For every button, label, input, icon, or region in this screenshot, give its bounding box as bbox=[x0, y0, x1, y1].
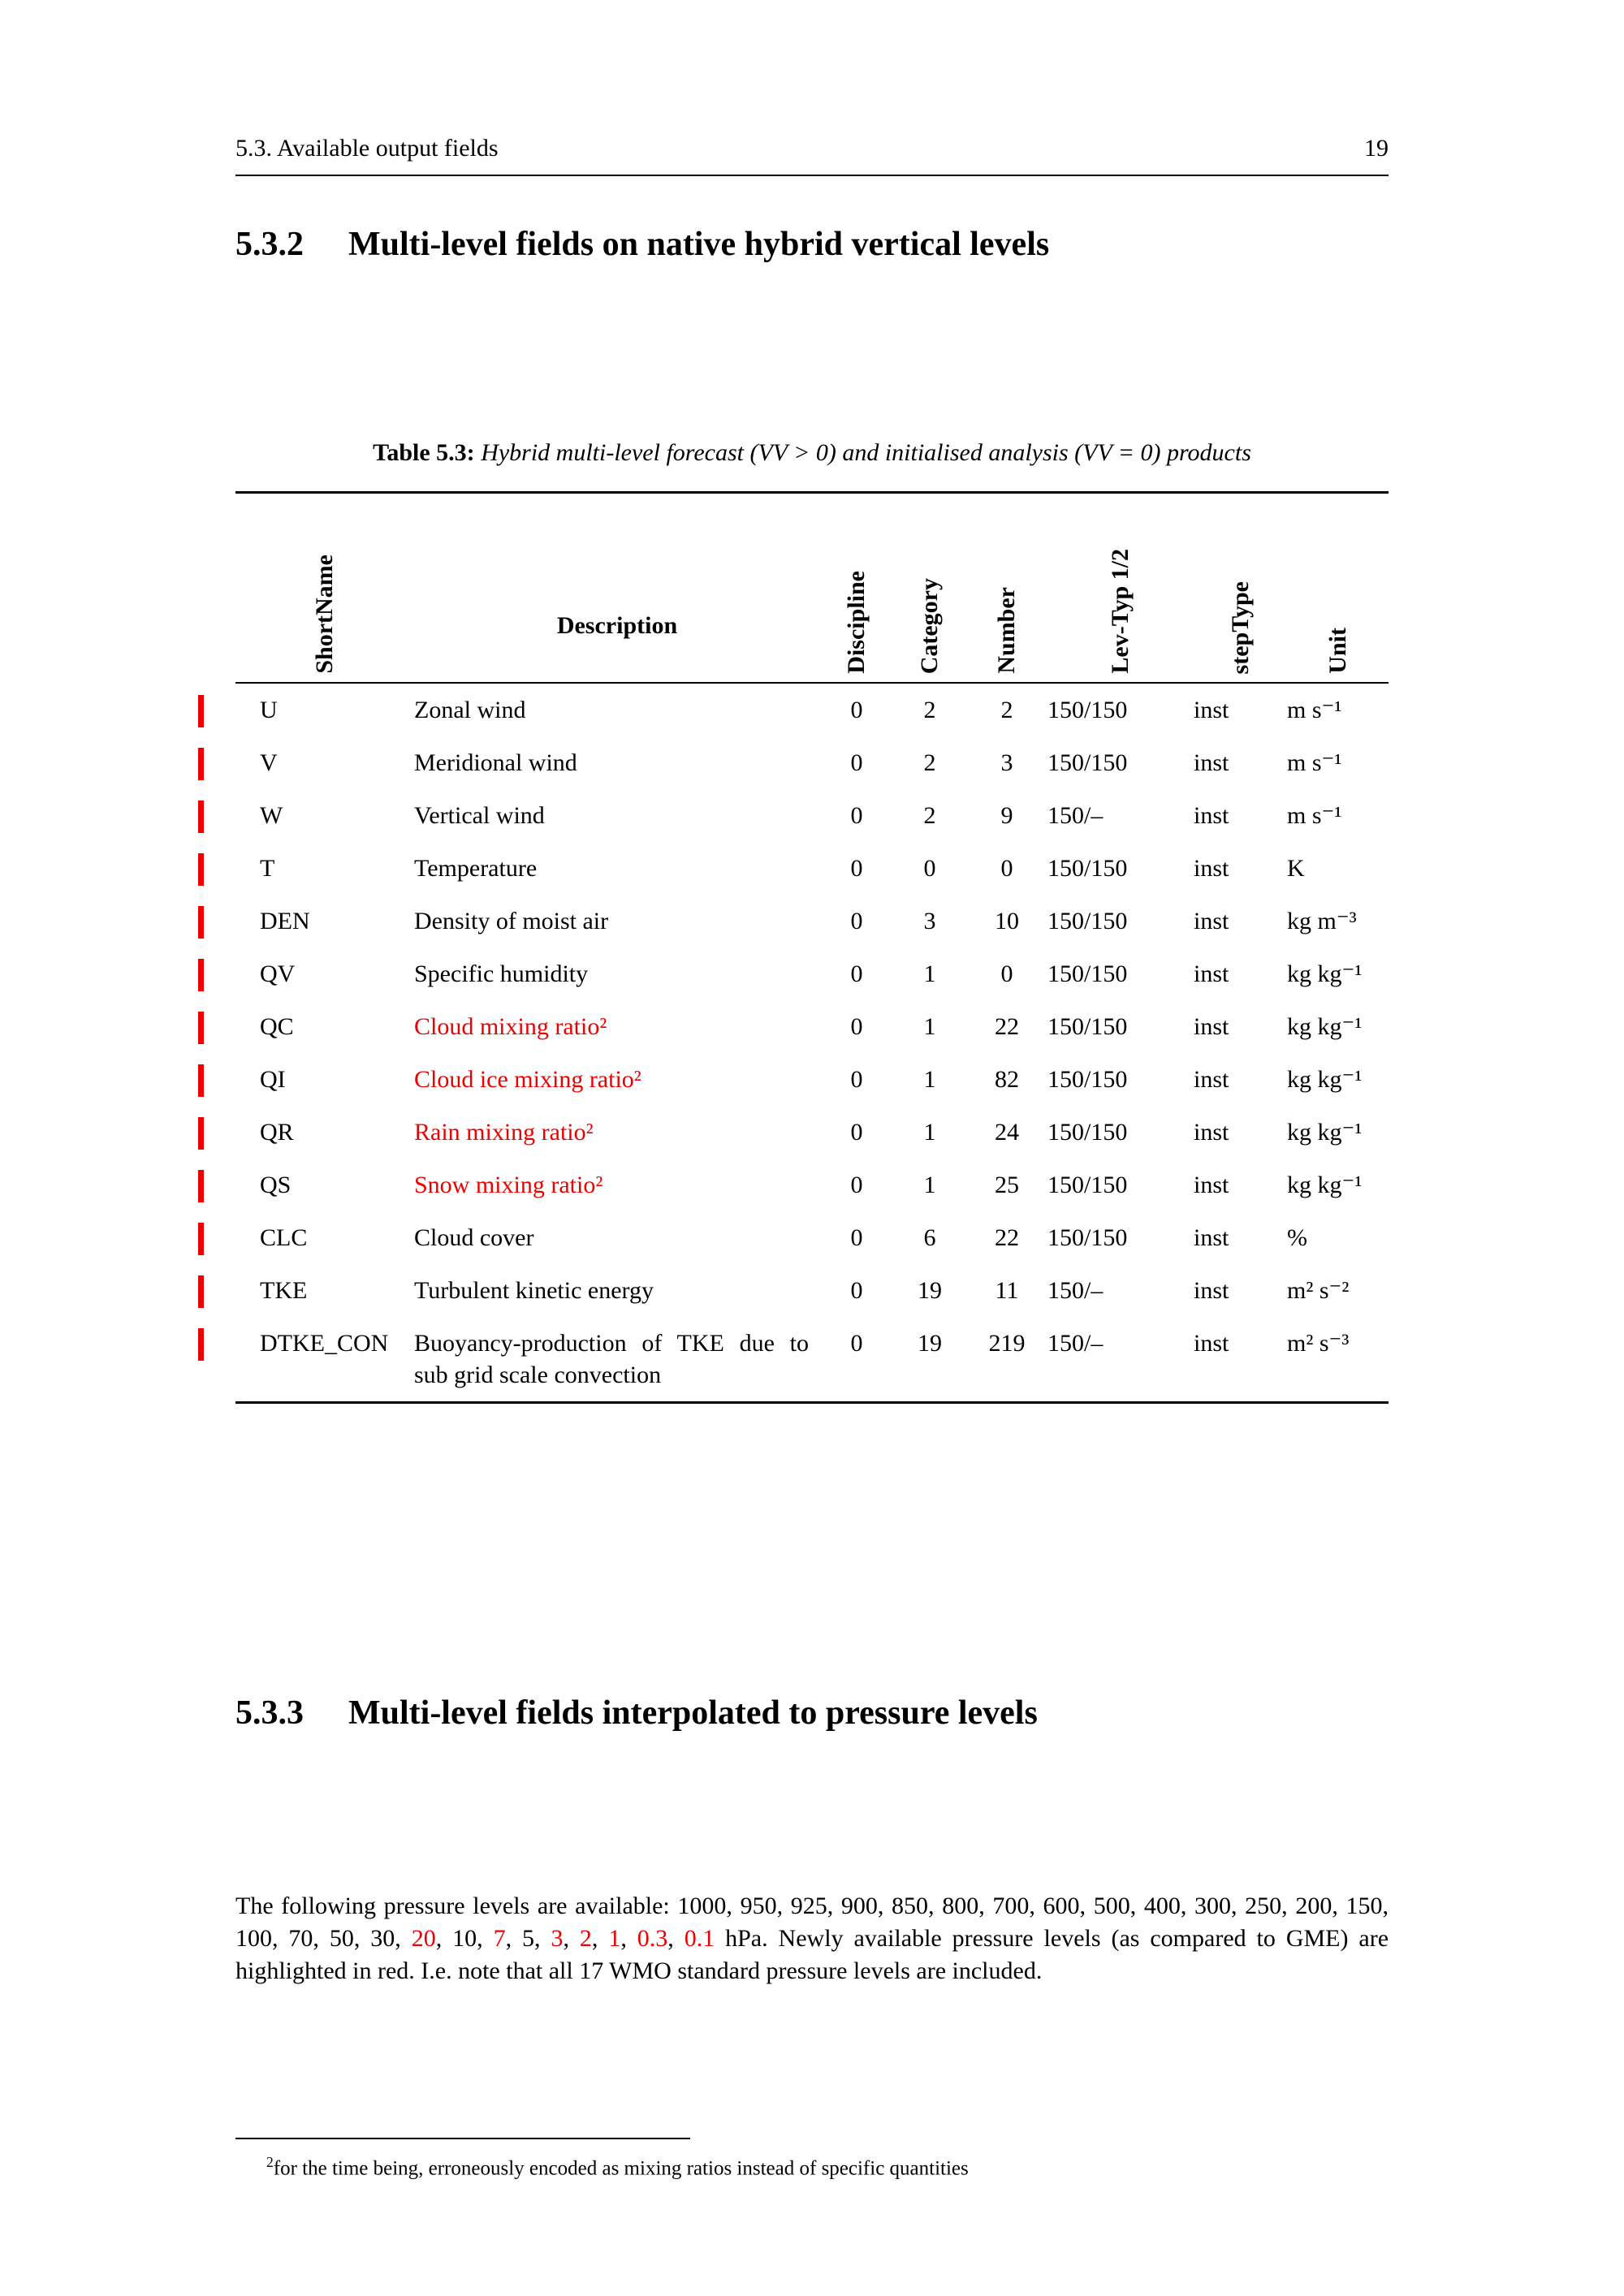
cell-discipline: 0 bbox=[850, 1119, 863, 1146]
cell-unit: kg kg⁻¹ bbox=[1287, 1013, 1363, 1040]
column-header-description-label: Description bbox=[556, 612, 678, 639]
cell-category: 1 bbox=[923, 1119, 936, 1146]
cell-discipline: 0 bbox=[850, 1066, 863, 1093]
table-row bbox=[235, 1000, 1389, 1053]
cell-unit: kg kg⁻¹ bbox=[1287, 1119, 1363, 1146]
cell-lev-typ: 150/150 bbox=[1047, 1013, 1128, 1040]
pressure-text-segment: , 10, bbox=[435, 1925, 494, 1952]
cell-description: Snow mixing ratio² bbox=[414, 1172, 603, 1198]
cell-step-type: inst bbox=[1194, 1277, 1229, 1304]
cell-category: 1 bbox=[923, 960, 936, 987]
cell-short-name: QR bbox=[260, 1119, 294, 1146]
section-number-533: 5.3.3 bbox=[235, 1694, 304, 1732]
column-header-category-label: Category bbox=[916, 577, 943, 674]
cell-number: 9 bbox=[1000, 802, 1013, 829]
table-row bbox=[235, 789, 1389, 842]
cell-short-name: QI bbox=[260, 1066, 286, 1093]
cell-lev-typ: 150/150 bbox=[1047, 749, 1128, 776]
cell-discipline: 0 bbox=[850, 1013, 863, 1040]
cell-number: 2 bbox=[1000, 697, 1013, 723]
data-table bbox=[235, 491, 1389, 1404]
cell-category: 19 bbox=[918, 1277, 942, 1304]
pressure-level-highlighted: 0.3 bbox=[637, 1925, 668, 1952]
pressure-text-segment: The following pressure levels are available: 1000, 950, 925, 900, 850, 800, 700, 600, 500, 400, 300, 250, 200, 150, 100, 70, 50, 30, bbox=[235, 1892, 1389, 1952]
cell-step-type: inst bbox=[1194, 908, 1229, 934]
cell-discipline: 0 bbox=[850, 749, 863, 776]
table-header-row bbox=[235, 491, 1389, 684]
table-row bbox=[235, 1159, 1389, 1211]
cell-description: Cloud cover bbox=[414, 1224, 534, 1251]
cell-number: 10 bbox=[995, 908, 1019, 934]
change-bar bbox=[198, 853, 204, 886]
cell-unit: K bbox=[1287, 855, 1305, 882]
cell-unit: m s⁻¹ bbox=[1287, 802, 1342, 829]
cell-short-name: T bbox=[260, 855, 275, 882]
table-row bbox=[235, 1264, 1389, 1317]
pressure-text-segment: , bbox=[667, 1925, 685, 1952]
change-bar bbox=[198, 801, 204, 833]
cell-number: 3 bbox=[1000, 749, 1013, 776]
change-bar bbox=[198, 748, 204, 780]
cell-unit: m² s⁻² bbox=[1287, 1277, 1350, 1304]
section-heading-533 bbox=[235, 1692, 1389, 1734]
cell-description: Rain mixing ratio² bbox=[414, 1119, 594, 1146]
column-header-steptype bbox=[1194, 494, 1287, 682]
page-number: 19 bbox=[1364, 135, 1389, 162]
table-row bbox=[235, 1106, 1389, 1159]
change-bar bbox=[198, 1275, 204, 1308]
cell-category: 19 bbox=[918, 1330, 942, 1357]
pressure-level-highlighted: 0.1 bbox=[684, 1925, 715, 1952]
pressure-level-highlighted: 7 bbox=[493, 1925, 506, 1952]
cell-discipline: 0 bbox=[850, 1224, 863, 1251]
page-header bbox=[235, 134, 1389, 176]
cell-discipline: 0 bbox=[850, 697, 863, 723]
cell-lev-typ: 150/150 bbox=[1047, 855, 1128, 882]
cell-short-name: DTKE_CON bbox=[260, 1330, 389, 1357]
change-bar bbox=[198, 1012, 204, 1044]
cell-unit: kg kg⁻¹ bbox=[1287, 1172, 1363, 1198]
column-header-unit bbox=[1287, 494, 1389, 682]
cell-lev-typ: 150/– bbox=[1047, 1330, 1104, 1357]
cell-unit: m² s⁻³ bbox=[1287, 1330, 1350, 1357]
column-header-lev-typ-label: Lev-Typ 1/2 bbox=[1107, 549, 1134, 674]
change-bar bbox=[198, 959, 204, 991]
cell-short-name: QS bbox=[260, 1172, 292, 1198]
cell-lev-typ: 150/150 bbox=[1047, 960, 1128, 987]
cell-short-name: W bbox=[260, 802, 283, 829]
cell-step-type: inst bbox=[1194, 802, 1229, 829]
cell-category: 1 bbox=[923, 1013, 936, 1040]
cell-unit: kg m⁻³ bbox=[1287, 908, 1357, 934]
cell-step-type: inst bbox=[1194, 1172, 1229, 1198]
cell-category: 1 bbox=[923, 1172, 936, 1198]
cell-category: 3 bbox=[923, 908, 936, 934]
cell-description: Meridional wind bbox=[414, 749, 577, 776]
cell-category: 2 bbox=[923, 749, 936, 776]
change-bar bbox=[198, 1170, 204, 1202]
cell-discipline: 0 bbox=[850, 960, 863, 987]
change-bar bbox=[198, 1328, 204, 1361]
cell-description: Turbulent kinetic energy bbox=[414, 1277, 654, 1304]
change-bar bbox=[198, 906, 204, 939]
cell-category: 2 bbox=[923, 802, 936, 829]
section-heading-532 bbox=[235, 223, 1389, 265]
section-number-532: 5.3.2 bbox=[235, 226, 304, 263]
table-caption-label: Table 5.3: bbox=[373, 439, 475, 466]
table-row bbox=[235, 842, 1389, 895]
cell-number: 24 bbox=[995, 1119, 1019, 1146]
section-title-533: Multi-level fields interpolated to pressure levels bbox=[348, 1694, 1038, 1732]
pressure-level-highlighted: 3 bbox=[551, 1925, 564, 1952]
column-header-shortname bbox=[235, 494, 414, 682]
cell-number: 22 bbox=[995, 1224, 1019, 1251]
cell-description: Specific humidity bbox=[414, 960, 589, 987]
pressure-text-segment: , 5, bbox=[505, 1925, 551, 1952]
footnote-area bbox=[235, 2138, 1389, 2182]
cell-discipline: 0 bbox=[850, 908, 863, 934]
cell-short-name: CLC bbox=[260, 1224, 308, 1251]
cell-number: 22 bbox=[995, 1013, 1019, 1040]
cell-category: 2 bbox=[923, 697, 936, 723]
cell-short-name: V bbox=[260, 749, 278, 776]
pressure-level-highlighted: 1 bbox=[608, 1925, 621, 1952]
cell-unit: m s⁻¹ bbox=[1287, 697, 1342, 723]
table-row bbox=[235, 1053, 1389, 1106]
cell-category: 6 bbox=[923, 1224, 936, 1251]
cell-number: 11 bbox=[995, 1277, 1019, 1304]
pressure-level-highlighted: 2 bbox=[579, 1925, 592, 1952]
table-body bbox=[235, 684, 1389, 1404]
pressure-level-highlighted: 20 bbox=[411, 1925, 436, 1952]
column-header-category bbox=[893, 494, 966, 682]
cell-step-type: inst bbox=[1194, 1224, 1229, 1251]
section-title-532: Multi-level fields on native hybrid vertical levels bbox=[348, 226, 1050, 263]
cell-step-type: inst bbox=[1194, 1066, 1229, 1093]
change-bar bbox=[198, 1223, 204, 1255]
pressure-text-segment: , bbox=[620, 1925, 637, 1952]
pressure-text-segment: , bbox=[591, 1925, 609, 1952]
change-bar bbox=[198, 1064, 204, 1097]
cell-unit: kg kg⁻¹ bbox=[1287, 1066, 1363, 1093]
table-row bbox=[235, 947, 1389, 1000]
cell-lev-typ: 150/150 bbox=[1047, 1119, 1128, 1146]
table-caption-text: Hybrid multi-level forecast (VV > 0) and initialised analysis (VV = 0) products bbox=[481, 439, 1251, 466]
cell-discipline: 0 bbox=[850, 1330, 863, 1357]
cell-category: 1 bbox=[923, 1066, 936, 1093]
cell-description: Temperature bbox=[414, 855, 538, 882]
cell-discipline: 0 bbox=[850, 1172, 863, 1198]
cell-description: Density of moist air bbox=[414, 908, 609, 934]
cell-number: 0 bbox=[1000, 960, 1013, 987]
column-header-shortname-label: ShortName bbox=[311, 555, 338, 674]
cell-lev-typ: 150/150 bbox=[1047, 697, 1128, 723]
cell-number: 25 bbox=[995, 1172, 1019, 1198]
cell-step-type: inst bbox=[1194, 1330, 1229, 1357]
change-bar bbox=[198, 695, 204, 727]
column-header-number-label: Number bbox=[993, 587, 1020, 674]
cell-discipline: 0 bbox=[850, 1277, 863, 1304]
cell-number: 219 bbox=[988, 1330, 1026, 1357]
cell-lev-typ: 150/– bbox=[1047, 802, 1104, 829]
cell-unit: % bbox=[1287, 1224, 1307, 1251]
cell-number: 82 bbox=[995, 1066, 1019, 1093]
cell-unit: kg kg⁻¹ bbox=[1287, 960, 1363, 987]
cell-description: Vertical wind bbox=[414, 802, 545, 829]
pressure-paragraph bbox=[235, 1890, 1389, 1987]
pressure-text-segment: , bbox=[563, 1925, 580, 1952]
cell-description: Zonal wind bbox=[414, 697, 526, 723]
cell-discipline: 0 bbox=[850, 802, 863, 829]
table-caption bbox=[235, 438, 1389, 468]
column-header-steptype-label: stepType bbox=[1226, 580, 1254, 674]
cell-lev-typ: 150/150 bbox=[1047, 1066, 1128, 1093]
cell-discipline: 0 bbox=[850, 855, 863, 882]
cell-lev-typ: 150/150 bbox=[1047, 1224, 1128, 1251]
table-row bbox=[235, 895, 1389, 947]
cell-step-type: inst bbox=[1194, 1013, 1229, 1040]
cell-description: Cloud ice mixing ratio² bbox=[414, 1066, 641, 1093]
column-header-discipline bbox=[820, 494, 893, 682]
table-row bbox=[235, 736, 1389, 789]
table-row bbox=[235, 684, 1389, 736]
cell-lev-typ: 150/150 bbox=[1047, 908, 1128, 934]
cell-step-type: inst bbox=[1194, 697, 1229, 723]
footnote-text: for the time being, erroneously encoded as mixing ratios instead of specific quantities bbox=[273, 2157, 969, 2180]
cell-short-name: TKE bbox=[260, 1277, 308, 1304]
cell-step-type: inst bbox=[1194, 960, 1229, 987]
footnote bbox=[235, 2139, 1389, 2182]
cell-number: 0 bbox=[1000, 855, 1013, 882]
table-row bbox=[235, 1317, 1389, 1401]
cell-lev-typ: 150/– bbox=[1047, 1277, 1104, 1304]
cell-lev-typ: 150/150 bbox=[1047, 1172, 1128, 1198]
column-header-discipline-label: Discipline bbox=[843, 571, 870, 674]
cell-category: 0 bbox=[923, 855, 936, 882]
cell-unit: m s⁻¹ bbox=[1287, 749, 1342, 776]
pressure-text-segment: hPa. Newly available pressure levels (as compared to GME) are highlighted in red. I.e. note that all 17 WMO standard pressure levels are included. bbox=[235, 1925, 1389, 1984]
column-header-unit-label: Unit bbox=[1324, 628, 1351, 674]
column-header-description bbox=[414, 494, 820, 682]
cell-step-type: inst bbox=[1194, 749, 1229, 776]
cell-description: Cloud mixing ratio² bbox=[414, 1013, 607, 1040]
column-header-lev-typ bbox=[1047, 494, 1194, 682]
header-section-title: 5.3. Available output fields bbox=[235, 135, 499, 162]
change-bar bbox=[198, 1117, 204, 1150]
cell-short-name: U bbox=[260, 697, 278, 723]
cell-step-type: inst bbox=[1194, 1119, 1229, 1146]
cell-short-name: DEN bbox=[260, 908, 310, 934]
table-row bbox=[235, 1211, 1389, 1264]
cell-short-name: QV bbox=[260, 960, 296, 987]
footnote-marker: 2 bbox=[266, 2154, 274, 2170]
cell-description: Buoyancy-production of TKE due to sub grid scale convection bbox=[414, 1330, 809, 1388]
cell-short-name: QC bbox=[260, 1013, 294, 1040]
cell-step-type: inst bbox=[1194, 855, 1229, 882]
column-header-number bbox=[966, 494, 1047, 682]
